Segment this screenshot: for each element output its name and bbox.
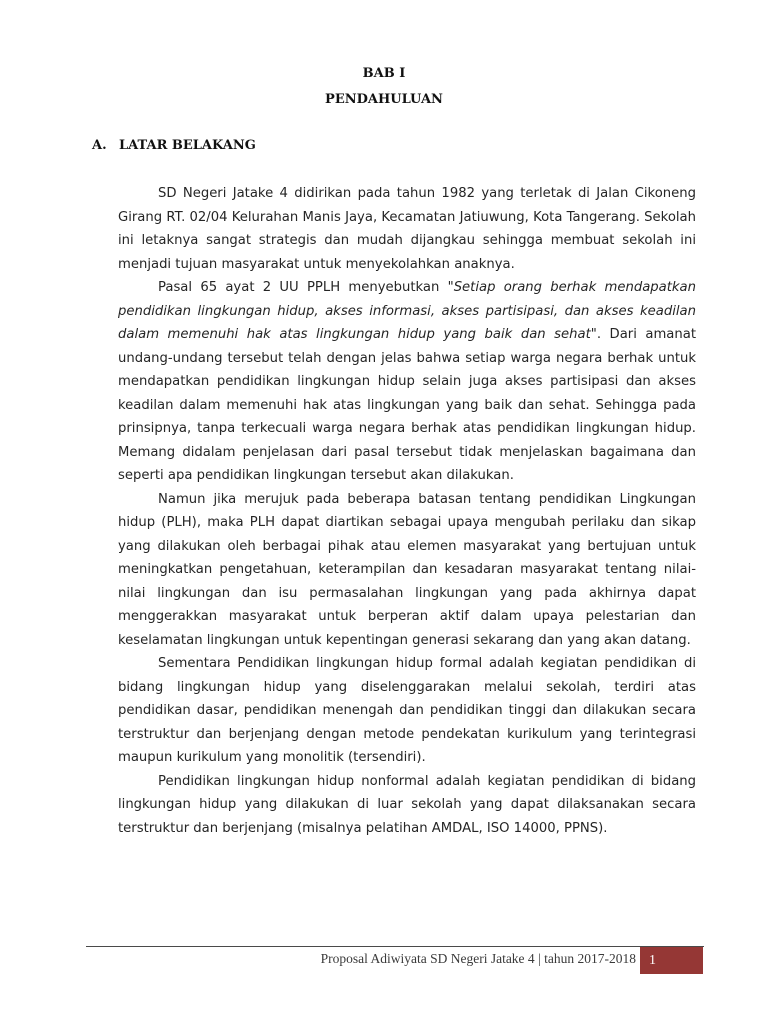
footer-text: Proposal Adiwiyata SD Negeri Jatake 4 | tahun 2017-2018 <box>320 951 636 966</box>
paragraph-1: SD Negeri Jatake 4 didirikan pada tahun 1982 yang terletak di Jalan Cikoneng Girang RT. 02/04 Kelurahan Manis Jaya, Kecamatan Jatiuwung, Kota Tangerang. Sekolah ini letaknya sangat strategis dan mudah dijangkau sehingga membuat sekolah ini menjadi tujuan masyarakat untuk menyekolahkan anaknya. <box>118 186 696 272</box>
section-title: LATAR BELAKANG <box>119 138 256 153</box>
paragraph-2-rest: . Dari amanat undang-undang tersebut telah dengan jelas bahwa setiap warga negara berhak untuk mendapatkan pendidikan lingkungan hidup selain juga akses partisipasi dan akses keadilan dalam memenuhi hak atas lingkungan yang baik dan sehat. Sehingga pada prinsipnya, tanpa terkecuali warga negara berhak atas pendidikan lingkungan hidup. Memang didalam penjelasan dari pasal tersebut tidak menjelaskan bagaimana dan seperti apa pendidikan lingkungan tersebut akan dilakukan. <box>118 327 696 483</box>
section-heading <box>92 138 256 153</box>
paragraph-2 <box>118 276 696 488</box>
section-letter: A. <box>92 138 107 153</box>
paragraph-5: Pendidikan lingkungan hidup nonformal adalah kegiatan pendidikan di bidang lingkungan hidup yang dilakukan di luar sekolah yang dapat dilaksanakan secara terstruktur dan berjenjang (misalnya pelatihan AMDAL, ISO 14000, PPNS). <box>118 773 696 836</box>
chapter-number: BAB I <box>362 66 406 81</box>
page-number-badge: 1 <box>640 947 703 974</box>
paragraph-4: Sementara Pendidikan lingkungan hidup formal adalah kegiatan pendidikan di bidang lingkungan hidup yang diselenggarakan melalui sekolah, terdiri atas pendidikan dasar, pendidikan menengah dan pendidikan tinggi dan dilakukan secara terstruktur dan berjenjang dengan metode pendekatan kurikulum yang terintegrasi maupun kurikulum yang monolitik (tersendiri). <box>118 656 696 765</box>
paragraph-2-intro: Pasal 65 ayat 2 UU PPLH menyebutkan <box>158 280 448 295</box>
footer-divider <box>86 946 704 947</box>
chapter-title: PENDAHULUAN <box>325 92 443 107</box>
paragraph-2-quote: "Setiap orang berhak mendapatkan pendidikan lingkungan hidup, akses informasi, akses partisipasi, dan akses keadilan dalam memenuhi hak atas lingkungan hidup yang baik dan sehat" <box>118 280 696 342</box>
body-text <box>118 182 696 840</box>
paragraph-3: Namun jika merujuk pada beberapa batasan tentang pendidikan Lingkungan hidup (PLH), maka PLH dapat diartikan sebagai upaya mengubah perilaku dan sikap yang dilakukan oleh berbagai pihak atau elemen masyarakat yang bertujuan untuk meningkatkan pengetahuan, keterampilan dan kesadaran masyarakat tentang nilai-nilai lingkungan dan isu permasalahan lingkungan yang pada akhirnya dapat menggerakkan masyarakat untuk berperan aktif dalam upaya pelestarian dan keselamatan lingkungan untuk kepentingan generasi sekarang dan yang akan datang. <box>118 491 696 648</box>
